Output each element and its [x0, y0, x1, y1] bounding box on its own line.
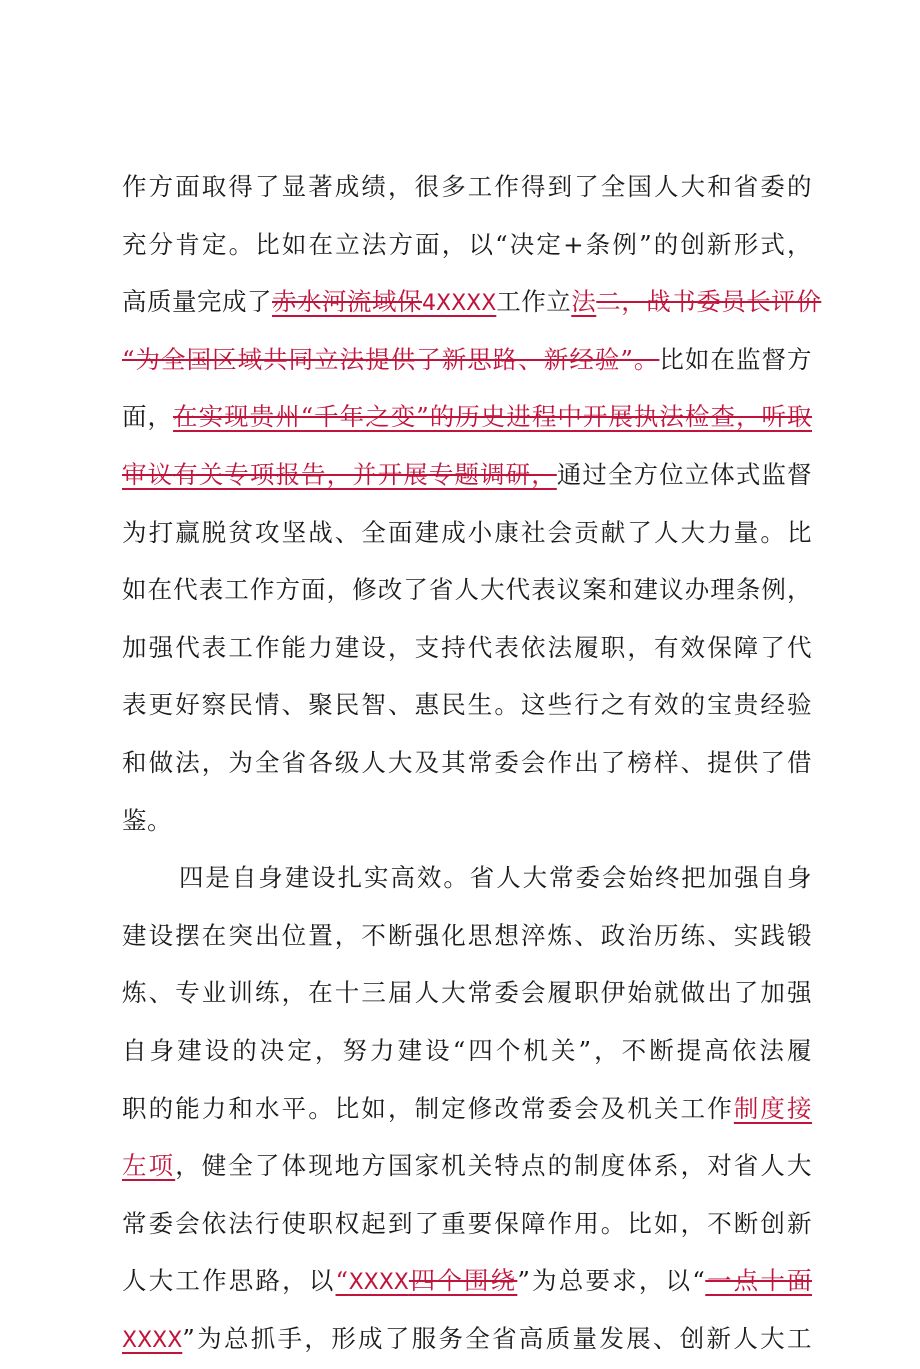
deleted-inserted-text: 在实现贵州“千年之变”的历史进程中开展执法检查，听取 [173, 402, 812, 432]
inserted-text: 制度接 [733, 1093, 813, 1123]
plain-text: “ [692, 1266, 706, 1296]
inserted-text: XXXX [122, 1327, 183, 1353]
inserted-text: 法 [571, 287, 597, 317]
text-line [122, 446, 812, 504]
plain-text: 为总抓手，形成了服务全省高质量发展、创新人大工 [195, 1323, 812, 1353]
document-page [122, 158, 822, 1367]
inserted-text: 左项 [122, 1151, 176, 1181]
text-line [122, 388, 812, 446]
deleted-inserted-text: 赤水河流域保 [272, 287, 422, 317]
plain-text: ”为总要求，以 [517, 1266, 693, 1296]
text-line [122, 273, 822, 331]
inserted-text: “ [335, 1266, 349, 1296]
text-line: 作方面取得了显著成绩，很多工作得到了全国人大和省委的 [122, 172, 812, 201]
text-line: 炼、专业训练，在十三届人大常委会履职伊始就做出了加强 [122, 978, 812, 1008]
plain-text: 人大工作思路，以 [122, 1266, 336, 1296]
plain-text: ，健全了体现地方国家机关特点的制度体系，对省人大 [175, 1151, 813, 1181]
text-line: 常委会依法行使职权起到了重要保障作用。比如，不断创新 [122, 1208, 812, 1238]
text-line: 加强代表工作能力建设，支持代表依法履职，有效保障了代 [122, 632, 812, 662]
deleted-inserted-text: 审议有关专项报告，并开展专题调研， [122, 459, 557, 489]
text-line [122, 1310, 812, 1368]
text-line: 和做法，为全省各级人大及其常委会作出了榜样、提供了借 [122, 747, 812, 777]
deleted-inserted-text: 四个围绕 [408, 1266, 518, 1296]
text-line [122, 1137, 812, 1195]
plain-text: 通过全方位立体式监督 [556, 459, 813, 489]
text-line: 如在代表工作方面，修改了省人大代表议案和建议办理条例， [122, 575, 812, 605]
text-line [122, 1080, 812, 1138]
text-line: 四是自身建设扎实高效。省人大常委会始终把加强自身 [179, 863, 812, 893]
text-line: 表更好察民情、聚民智、惠民生。这些行之有效的宝贵经验 [122, 690, 812, 720]
plain-text: 工作立 [496, 287, 572, 317]
text-line [122, 1252, 812, 1310]
deleted-text: “为全国区域共同立法提供了新思路、新经验”。 [122, 344, 660, 374]
deleted-text: 二，战书委员长评价 [596, 287, 822, 317]
plain-text: 高质量完成了 [122, 287, 272, 317]
text-line: 建设摆在突出位置，不断强化思想淬炼、政治历练、实践锻 [122, 920, 812, 950]
inserted-text: XXXX [348, 1270, 409, 1296]
text-line: 自身建设的决定，努力建设“四个机关”，不断提高依法履 [122, 1035, 812, 1065]
text-line: 充分肯定。比如在立法方面，以“决定+条例”的创新形式， [122, 229, 812, 259]
text-line: 为打赢脱贫攻坚战、全面建成小康社会贡献了人大力量。比 [122, 517, 812, 547]
plain-text: 比如在监督方 [659, 344, 812, 374]
text-line [122, 331, 812, 389]
deleted-inserted-text: 一点十面 [705, 1266, 813, 1296]
plain-text: 职的能力和水平。比如，制定修改常委会及机关工作 [122, 1093, 734, 1123]
text-line: 鉴。 [122, 805, 172, 835]
inserted-text: 4XXXX [422, 291, 497, 317]
plain-text: 面， [122, 402, 174, 432]
plain-text: ” [182, 1323, 196, 1353]
